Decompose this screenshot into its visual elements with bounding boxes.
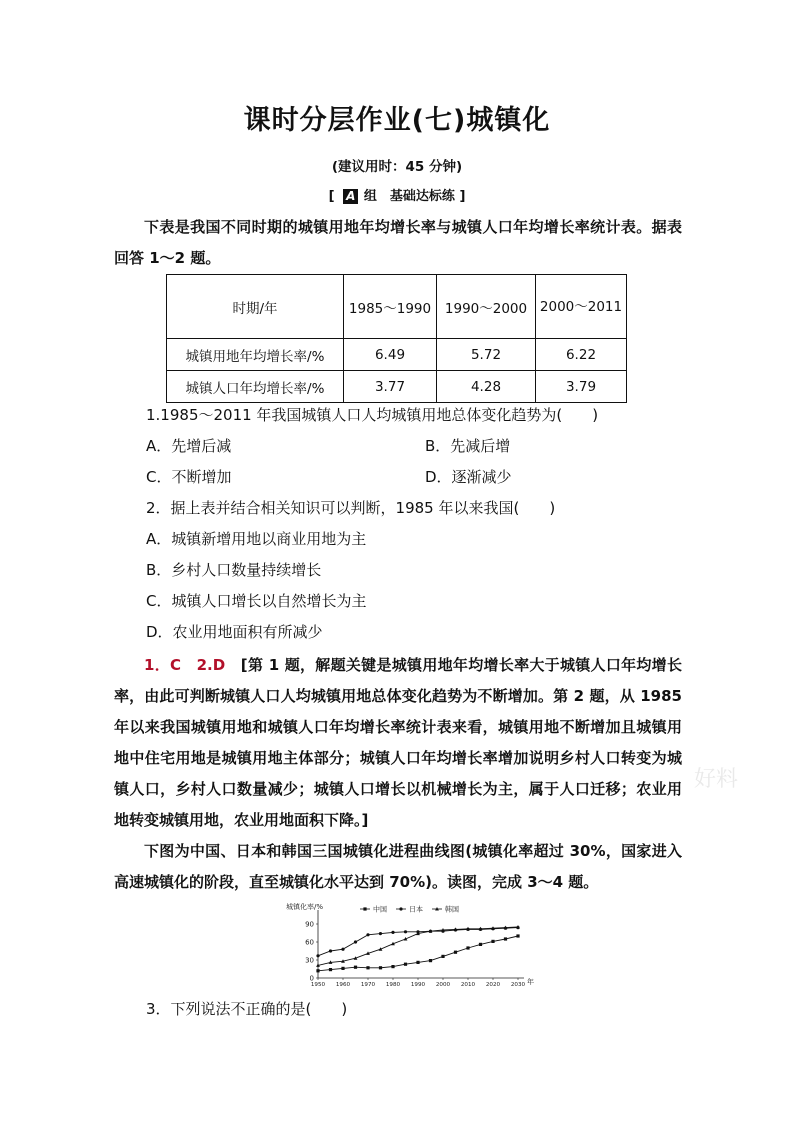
q1-option-d: D．逐渐减少 (425, 468, 512, 486)
legend-label: 韩国 (445, 905, 459, 914)
data-point (391, 965, 394, 968)
table-row (167, 371, 627, 403)
legend-label: 日本 (409, 905, 423, 914)
data-point (404, 963, 407, 966)
y-tick-label: 60 (305, 938, 314, 947)
data-point (366, 966, 369, 969)
data-point (391, 931, 394, 934)
x-tick-label: 2000 (435, 982, 451, 988)
data-point (479, 943, 482, 946)
x-axis-label: 年 (527, 978, 534, 986)
y-tick-label: 0 (309, 974, 314, 983)
bracket-close: ] (459, 189, 466, 204)
question-3-stem: 3．下列说法不正确的是( ) (146, 1000, 348, 1018)
data-point (379, 932, 382, 935)
x-tick-label: 1970 (360, 982, 376, 988)
table-header-cell: 1985～1990 (344, 275, 437, 339)
legend-label: 中国 (373, 905, 387, 914)
data-point (454, 951, 457, 954)
data-table (166, 274, 627, 403)
bracket-open: [ (328, 189, 335, 204)
table-cell: 城镇用地年均增长率/% (167, 339, 344, 371)
y-axis-label: 城镇化率/% (286, 903, 324, 911)
data-point (504, 937, 507, 940)
data-point (491, 940, 494, 943)
data-point (329, 949, 332, 952)
q1-option-b: B．先减后增 (425, 437, 511, 455)
x-tick-label: 1950 (310, 982, 326, 988)
q2-option-c: C．城镇人口增长以自然增长为主 (146, 592, 367, 610)
data-point (316, 969, 319, 972)
q2-option-b: B．乡村人口数量持续增长 (146, 561, 322, 579)
table-cell: 3.77 (344, 371, 437, 403)
x-tick-label: 2010 (460, 982, 476, 988)
q2-option-a: A．城镇新增用地以商业用地为主 (146, 530, 367, 548)
data-point (466, 946, 469, 949)
question-2-stem: 2．据上表并结合相关知识可以判断，1985 年以来我国( ) (146, 499, 556, 517)
table-header-cell: 2000～2011 (536, 275, 627, 339)
answer-explanation-block (114, 650, 682, 836)
series-line-0 (318, 936, 518, 971)
watermark: 好料 (694, 767, 739, 792)
table-cell: 4.28 (437, 371, 536, 403)
data-point (366, 933, 369, 936)
data-point (416, 961, 419, 964)
data-point (379, 966, 382, 969)
q1-option-c: C．不断增加 (146, 468, 232, 486)
data-point (354, 966, 357, 969)
table-cell: 6.49 (344, 339, 437, 371)
legend-marker (399, 907, 402, 910)
q2-option-d: D．农业用地面积有所减少 (146, 623, 323, 641)
group-a-badge: A (343, 189, 358, 204)
urbanization-chart (282, 898, 542, 988)
data-point (429, 959, 432, 962)
data-point (341, 948, 344, 951)
data-point (341, 967, 344, 970)
table-cell: 5.72 (437, 339, 536, 371)
group-label (0, 185, 794, 204)
x-tick-label: 1960 (335, 982, 351, 988)
y-tick-label: 90 (305, 920, 314, 929)
x-tick-label: 2030 (510, 982, 526, 988)
answer-key: 1．C 2.D (144, 656, 226, 674)
x-tick-label: 2020 (485, 982, 501, 988)
y-tick-label: 30 (305, 956, 314, 965)
group-text: 组 基础达标练 (363, 189, 455, 204)
x-tick-label: 1980 (385, 982, 401, 988)
table-cell: 6.22 (536, 339, 627, 371)
answer-explanation: [第 1 题，解题关键是城镇用地年均增长率大于城镇人口年均增长率，由此可判断城镇人口人均城镇用地总体变化趋势为不断增加。第 2 题，从 1985 年以来我国城镇用地和城镇人口年均增长率统计表来看，城镇用地不断增加且城镇用地中住宅用地是城镇用地主体部分；城镇人口年均增长率增加说明乡村人口转变为城镇人口，乡村人口数量减少；城镇人口增长以机械增长为主，属于人口迁移；农业用地转变城镇用地，农业用地面积下降。] (114, 656, 682, 829)
table-header-cell: 1990～2000 (437, 275, 536, 339)
suggested-time: (建议用时：45 分钟) (331, 159, 463, 175)
question-1-stem: 1.1985～2011 年我国城镇人口人均城镇用地总体变化趋势为( ) (146, 406, 599, 424)
x-tick-label: 1990 (410, 982, 426, 988)
data-point (404, 930, 407, 933)
table-cell: 3.79 (536, 371, 627, 403)
legend-marker (363, 907, 366, 910)
data-point (329, 968, 332, 971)
intro-paragraph-1: 下表是我国不同时期的城镇用地年均增长率与城镇人口年均增长率统计表。据表回答 1～2 题。 (114, 218, 682, 267)
table-header-cell: 时期/年 (167, 275, 344, 339)
data-point (516, 934, 519, 937)
table-header-row (167, 275, 627, 339)
page-title: 课时分层作业(七)城镇化 (243, 105, 551, 136)
data-point (441, 955, 444, 958)
table-cell: 城镇人口年均增长率/% (167, 371, 344, 403)
table-row (167, 339, 627, 371)
intro-paragraph-2: 下图为中国、日本和韩国三国城镇化进程曲线图(城镇化率超过 30%，国家进入高速城镇化的阶段，直至城镇化水平达到 70%)。读图，完成 3～4 题。 (114, 842, 682, 891)
data-point (316, 954, 319, 957)
q1-option-a: A．先增后减 (146, 437, 232, 455)
data-point (354, 940, 357, 943)
